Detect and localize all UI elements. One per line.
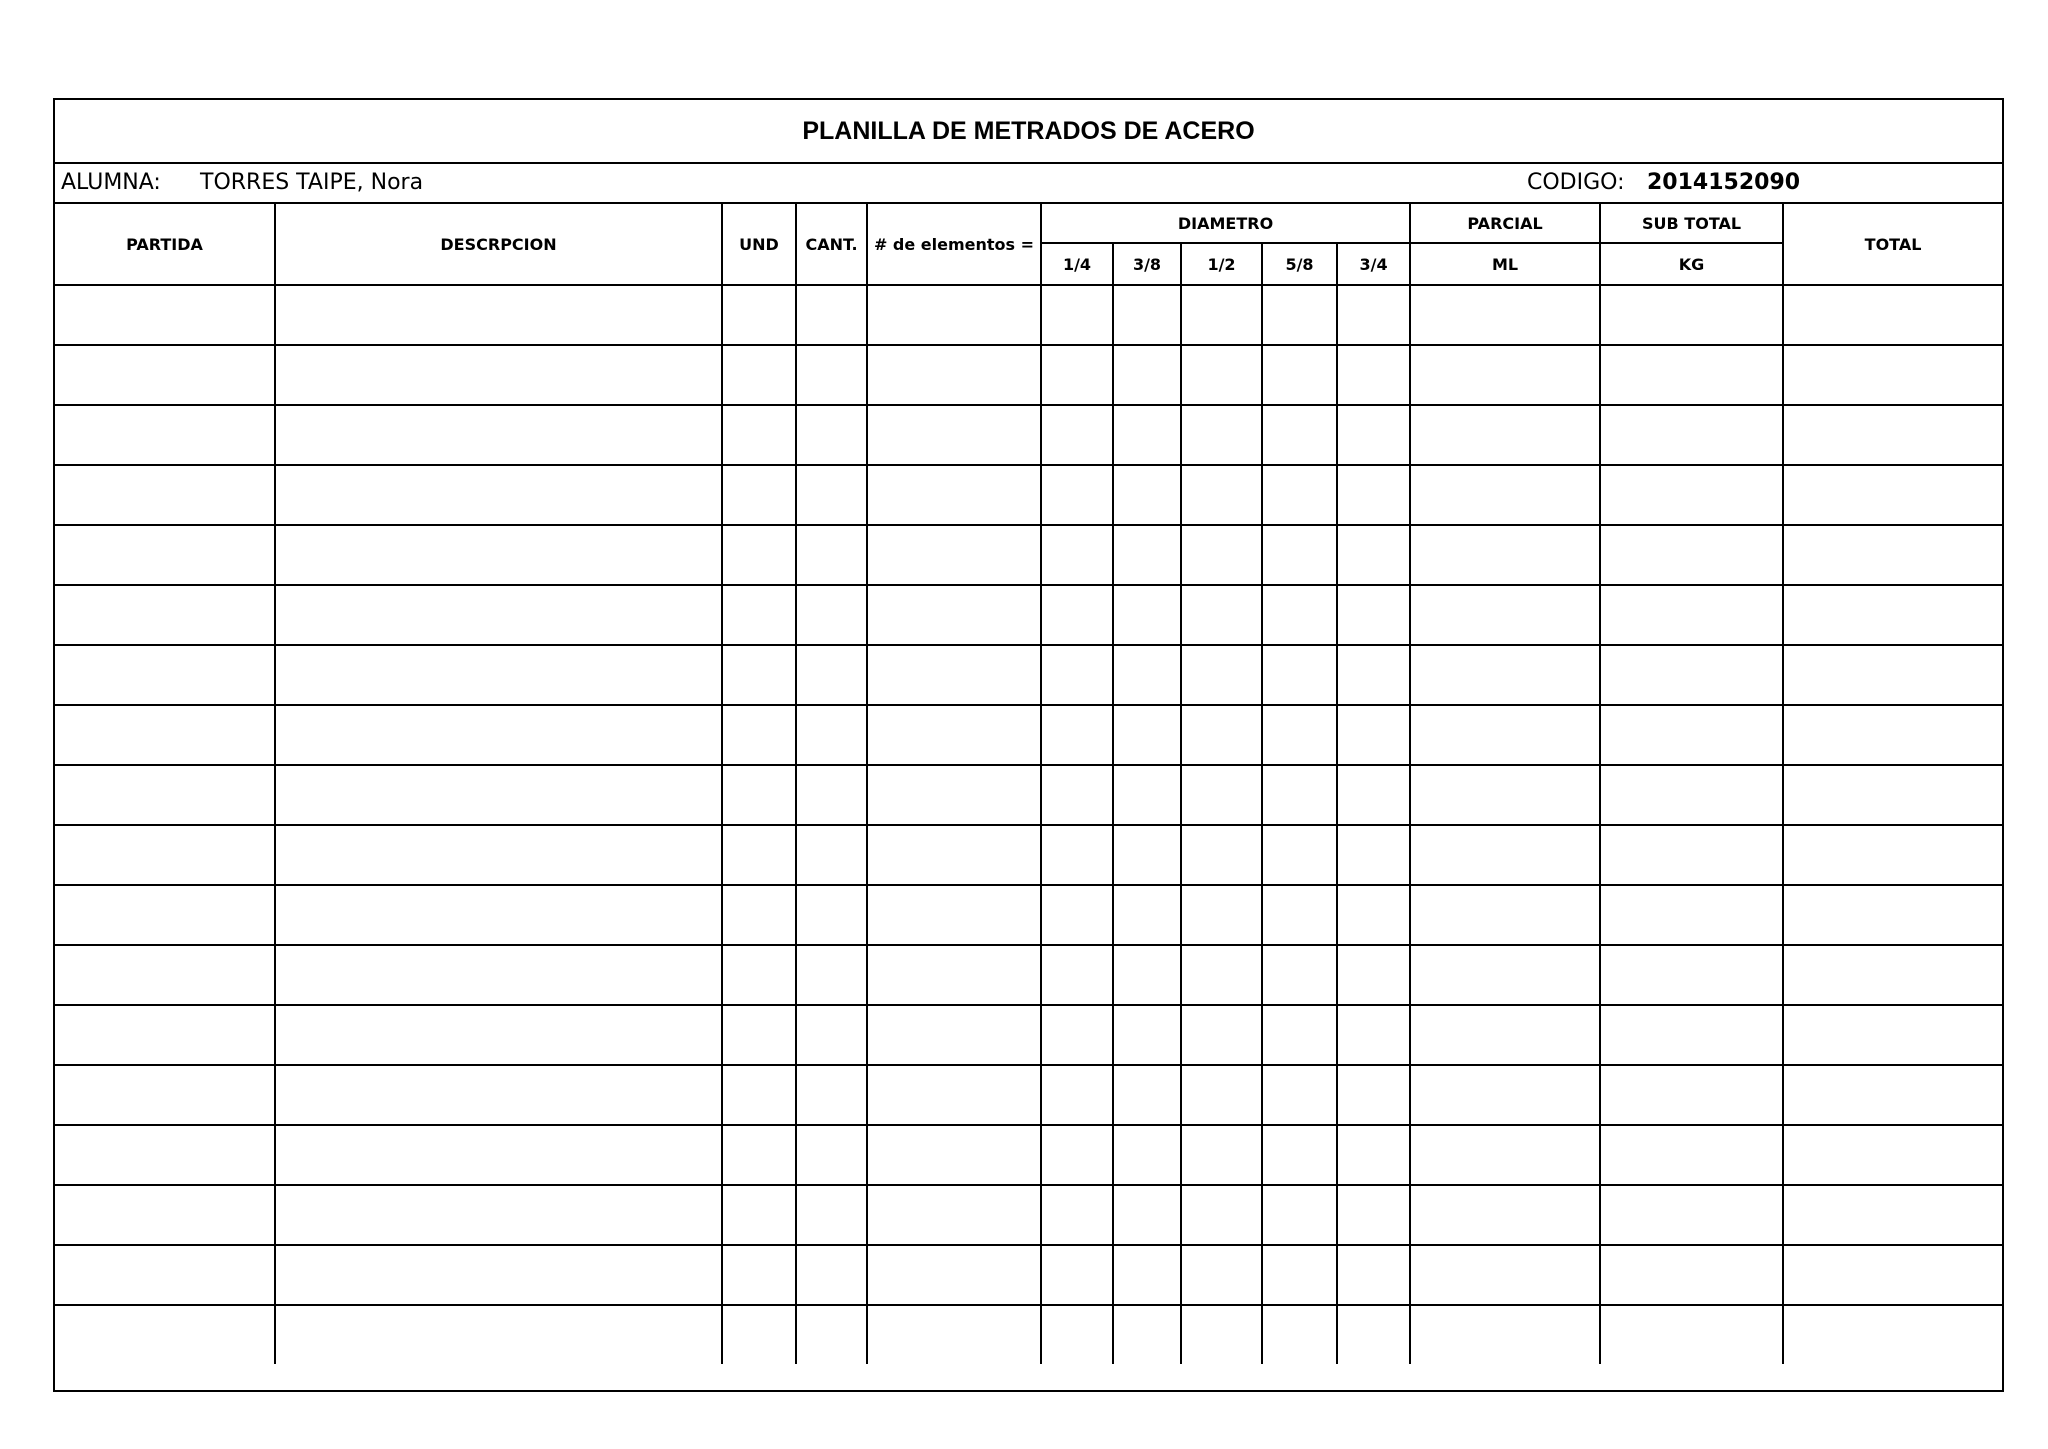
cell-d-5-8[interactable] — [1262, 405, 1337, 465]
cell-d-5-8[interactable] — [1262, 285, 1337, 345]
cell-und[interactable] — [722, 1245, 796, 1305]
cell-descripcion[interactable] — [275, 585, 722, 645]
table-row — [55, 465, 2002, 525]
cell-total[interactable] — [1783, 705, 2002, 765]
cell-total[interactable] — [1783, 645, 2002, 705]
cell-d-1-4[interactable] — [1041, 1305, 1113, 1364]
cell-d-1-4[interactable] — [1041, 585, 1113, 645]
cell-d-5-8[interactable] — [1262, 885, 1337, 945]
cell-d-1-4[interactable] — [1041, 1005, 1113, 1065]
cell-elementos[interactable] — [867, 345, 1041, 405]
cell-elementos[interactable] — [867, 525, 1041, 585]
cell-subtotal[interactable] — [1600, 705, 1783, 765]
cell-und[interactable] — [722, 1065, 796, 1125]
cell-partida[interactable] — [55, 945, 275, 1005]
cell-partida[interactable] — [55, 1065, 275, 1125]
cell-partida[interactable] — [55, 285, 275, 345]
cell-d-3-4[interactable] — [1337, 825, 1410, 885]
cell-subtotal[interactable] — [1600, 405, 1783, 465]
cell-und[interactable] — [722, 585, 796, 645]
cell-d-5-8[interactable] — [1262, 585, 1337, 645]
cell-total[interactable] — [1783, 945, 2002, 1005]
cell-elementos[interactable] — [867, 1125, 1041, 1185]
cell-cant[interactable] — [796, 1125, 867, 1185]
cell-subtotal[interactable] — [1600, 1065, 1783, 1125]
cell-cant[interactable] — [796, 1305, 867, 1364]
sheet-title: PLANILLA DE METRADOS DE ACERO — [802, 116, 1255, 145]
cell-cant[interactable] — [796, 945, 867, 1005]
cell-und[interactable] — [722, 885, 796, 945]
student-label: ALUMNA: — [61, 170, 161, 195]
header-partida: PARTIDA — [55, 204, 275, 285]
cell-parcial[interactable] — [1410, 465, 1600, 525]
cell-cant[interactable] — [796, 285, 867, 345]
cell-total[interactable] — [1783, 1005, 2002, 1065]
cell-total[interactable] — [1783, 525, 2002, 585]
cell-elementos[interactable] — [867, 945, 1041, 1005]
cell-d-3-8[interactable] — [1113, 1305, 1181, 1364]
cell-partida[interactable] — [55, 885, 275, 945]
cell-d-3-8[interactable] — [1113, 1125, 1181, 1185]
cell-und[interactable] — [722, 285, 796, 345]
cell-cant[interactable] — [796, 345, 867, 405]
table-row — [55, 1125, 2002, 1185]
cell-d-3-4[interactable] — [1337, 1305, 1410, 1364]
cell-subtotal[interactable] — [1600, 345, 1783, 405]
cell-total[interactable] — [1783, 405, 2002, 465]
cell-d-5-8[interactable] — [1262, 645, 1337, 705]
cell-parcial[interactable] — [1410, 885, 1600, 945]
cell-d-1-2[interactable] — [1181, 885, 1262, 945]
cell-partida[interactable] — [55, 1305, 275, 1364]
cell-d-1-4[interactable] — [1041, 405, 1113, 465]
table-row — [55, 1245, 2002, 1305]
cell-descripcion[interactable] — [275, 1005, 722, 1065]
cell-cant[interactable] — [796, 885, 867, 945]
cell-descripcion[interactable] — [275, 285, 722, 345]
cell-cant[interactable] — [796, 465, 867, 525]
cell-d-1-2[interactable] — [1181, 825, 1262, 885]
cell-d-3-4[interactable] — [1337, 1005, 1410, 1065]
cell-total[interactable] — [1783, 1245, 2002, 1305]
cell-d-3-8[interactable] — [1113, 825, 1181, 885]
cell-und[interactable] — [722, 1125, 796, 1185]
cell-d-1-4[interactable] — [1041, 1125, 1113, 1185]
cell-cant[interactable] — [796, 525, 867, 585]
cell-d-3-4[interactable] — [1337, 585, 1410, 645]
cell-d-3-4[interactable] — [1337, 765, 1410, 825]
cell-d-3-4[interactable] — [1337, 1245, 1410, 1305]
cell-subtotal[interactable] — [1600, 525, 1783, 585]
cell-und[interactable] — [722, 405, 796, 465]
cell-und[interactable] — [722, 1305, 796, 1364]
cell-descripcion[interactable] — [275, 405, 722, 465]
cell-subtotal[interactable] — [1600, 465, 1783, 525]
cell-descripcion[interactable] — [275, 345, 722, 405]
cell-total[interactable] — [1783, 1305, 2002, 1364]
header-diametro-5-8: 5/8 — [1262, 243, 1337, 285]
table-body — [55, 285, 2002, 1364]
cell-descripcion[interactable] — [275, 945, 722, 1005]
cell-d-1-4[interactable] — [1041, 885, 1113, 945]
cell-parcial[interactable] — [1410, 765, 1600, 825]
cell-d-3-4[interactable] — [1337, 705, 1410, 765]
cell-d-1-4[interactable] — [1041, 345, 1113, 405]
cell-d-3-4[interactable] — [1337, 345, 1410, 405]
cell-d-3-8[interactable] — [1113, 285, 1181, 345]
cell-subtotal[interactable] — [1600, 765, 1783, 825]
table-row — [55, 1185, 2002, 1245]
cell-total[interactable] — [1783, 825, 2002, 885]
cell-partida[interactable] — [55, 405, 275, 465]
cell-d-5-8[interactable] — [1262, 525, 1337, 585]
cell-descripcion[interactable] — [275, 465, 722, 525]
cell-partida[interactable] — [55, 765, 275, 825]
cell-descripcion[interactable] — [275, 1245, 722, 1305]
cell-und[interactable] — [722, 345, 796, 405]
cell-d-1-4[interactable] — [1041, 1185, 1113, 1245]
cell-elementos[interactable] — [867, 1005, 1041, 1065]
student-info-row — [55, 164, 2002, 204]
cell-und[interactable] — [722, 765, 796, 825]
cell-elementos[interactable] — [867, 465, 1041, 525]
table-row — [55, 645, 2002, 705]
cell-cant[interactable] — [796, 765, 867, 825]
cell-d-3-4[interactable] — [1337, 405, 1410, 465]
cell-partida[interactable] — [55, 345, 275, 405]
table-row — [55, 765, 2002, 825]
cell-descripcion[interactable] — [275, 645, 722, 705]
table-row — [55, 945, 2002, 1005]
cell-elementos[interactable] — [867, 765, 1041, 825]
cell-und[interactable] — [722, 645, 796, 705]
cell-d-1-4[interactable] — [1041, 1065, 1113, 1125]
cell-und[interactable] — [722, 705, 796, 765]
cell-partida[interactable] — [55, 525, 275, 585]
cell-und[interactable] — [722, 465, 796, 525]
cell-parcial[interactable] — [1410, 825, 1600, 885]
cell-d-1-2[interactable] — [1181, 405, 1262, 465]
cell-descripcion[interactable] — [275, 1305, 722, 1364]
cell-subtotal[interactable] — [1600, 825, 1783, 885]
cell-d-1-2[interactable] — [1181, 465, 1262, 525]
cell-und[interactable] — [722, 945, 796, 1005]
cell-d-1-2[interactable] — [1181, 705, 1262, 765]
cell-subtotal[interactable] — [1600, 645, 1783, 705]
cell-cant[interactable] — [796, 1005, 867, 1065]
code-value: 2014152090 — [1647, 170, 1801, 195]
cell-d-5-8[interactable] — [1262, 345, 1337, 405]
header-total: TOTAL — [1783, 204, 2002, 285]
cell-d-1-4[interactable] — [1041, 705, 1113, 765]
code-label: CODIGO: — [1527, 170, 1625, 195]
cell-d-3-4[interactable] — [1337, 465, 1410, 525]
cell-parcial[interactable] — [1410, 1305, 1600, 1364]
cell-elementos[interactable] — [867, 405, 1041, 465]
cell-cant[interactable] — [796, 1185, 867, 1245]
cell-und[interactable] — [722, 1185, 796, 1245]
cell-d-5-8[interactable] — [1262, 465, 1337, 525]
cell-parcial[interactable] — [1410, 1185, 1600, 1245]
cell-d-1-4[interactable] — [1041, 1245, 1113, 1305]
cell-d-5-8[interactable] — [1262, 945, 1337, 1005]
cell-descripcion[interactable] — [275, 705, 722, 765]
cell-d-1-4[interactable] — [1041, 285, 1113, 345]
cell-d-1-2[interactable] — [1181, 1185, 1262, 1245]
cell-d-1-2[interactable] — [1181, 525, 1262, 585]
cell-und[interactable] — [722, 525, 796, 585]
cell-descripcion[interactable] — [275, 825, 722, 885]
cell-subtotal[interactable] — [1600, 1305, 1783, 1364]
cell-d-3-4[interactable] — [1337, 885, 1410, 945]
cell-d-5-8[interactable] — [1262, 1065, 1337, 1125]
cell-d-1-2[interactable] — [1181, 285, 1262, 345]
cell-descripcion[interactable] — [275, 885, 722, 945]
cell-elementos[interactable] — [867, 885, 1041, 945]
cell-cant[interactable] — [796, 645, 867, 705]
cell-d-1-2[interactable] — [1181, 645, 1262, 705]
cell-d-3-8[interactable] — [1113, 405, 1181, 465]
cell-elementos[interactable] — [867, 645, 1041, 705]
cell-parcial[interactable] — [1410, 285, 1600, 345]
cell-d-1-2[interactable] — [1181, 945, 1262, 1005]
table-row — [55, 585, 2002, 645]
header-und: UND — [722, 204, 796, 285]
cell-d-5-8[interactable] — [1262, 1125, 1337, 1185]
student-name: TORRES TAIPE, Nora — [200, 170, 424, 195]
header-parcial-unit: ML — [1410, 243, 1600, 285]
cell-d-1-2[interactable] — [1181, 1125, 1262, 1185]
cell-d-3-8[interactable] — [1113, 945, 1181, 1005]
cell-cant[interactable] — [796, 705, 867, 765]
cell-elementos[interactable] — [867, 1305, 1041, 1364]
cell-partida[interactable] — [55, 1185, 275, 1245]
cell-d-1-2[interactable] — [1181, 1305, 1262, 1364]
cell-total[interactable] — [1783, 345, 2002, 405]
cell-d-1-2[interactable] — [1181, 345, 1262, 405]
cell-partida[interactable] — [55, 1005, 275, 1065]
cell-d-3-4[interactable] — [1337, 285, 1410, 345]
cell-parcial[interactable] — [1410, 1065, 1600, 1125]
cell-cant[interactable] — [796, 1245, 867, 1305]
cell-total[interactable] — [1783, 585, 2002, 645]
cell-d-3-8[interactable] — [1113, 525, 1181, 585]
cell-d-5-8[interactable] — [1262, 1245, 1337, 1305]
cell-total[interactable] — [1783, 885, 2002, 945]
cell-d-1-2[interactable] — [1181, 1005, 1262, 1065]
cell-cant[interactable] — [796, 405, 867, 465]
header-elementos: # de elementos = — [867, 204, 1041, 285]
table-row — [55, 705, 2002, 765]
cell-d-3-8[interactable] — [1113, 1065, 1181, 1125]
cell-d-5-8[interactable] — [1262, 1305, 1337, 1364]
cell-d-3-4[interactable] — [1337, 1185, 1410, 1245]
header-diametro-1-2: 1/2 — [1181, 243, 1262, 285]
cell-d-3-8[interactable] — [1113, 705, 1181, 765]
cell-parcial[interactable] — [1410, 345, 1600, 405]
steel-takeoff-sheet — [53, 98, 2004, 1392]
table-row — [55, 405, 2002, 465]
header-cant: CANT. — [796, 204, 867, 285]
cell-d-1-2[interactable] — [1181, 765, 1262, 825]
cell-parcial[interactable] — [1410, 405, 1600, 465]
cell-elementos[interactable] — [867, 585, 1041, 645]
cell-d-3-8[interactable] — [1113, 765, 1181, 825]
cell-descripcion[interactable] — [275, 1185, 722, 1245]
table-row — [55, 345, 2002, 405]
cell-elementos[interactable] — [867, 825, 1041, 885]
header-diametro-1-4: 1/4 — [1041, 243, 1113, 285]
table-row — [55, 885, 2002, 945]
cell-total[interactable] — [1783, 285, 2002, 345]
cell-d-5-8[interactable] — [1262, 825, 1337, 885]
cell-subtotal[interactable] — [1600, 285, 1783, 345]
header-parcial: PARCIAL — [1410, 204, 1600, 243]
cell-und[interactable] — [722, 1005, 796, 1065]
cell-parcial[interactable] — [1410, 1245, 1600, 1305]
title-row — [55, 100, 2002, 164]
cell-d-3-8[interactable] — [1113, 1245, 1181, 1305]
cell-subtotal[interactable] — [1600, 1005, 1783, 1065]
table-row — [55, 525, 2002, 585]
cell-partida[interactable] — [55, 465, 275, 525]
cell-d-5-8[interactable] — [1262, 1185, 1337, 1245]
cell-d-3-4[interactable] — [1337, 525, 1410, 585]
cell-d-3-8[interactable] — [1113, 345, 1181, 405]
cell-d-1-2[interactable] — [1181, 1065, 1262, 1125]
cell-parcial[interactable] — [1410, 1125, 1600, 1185]
cell-partida[interactable] — [55, 585, 275, 645]
cell-parcial[interactable] — [1410, 1005, 1600, 1065]
header-descripcion: DESCRPCION — [275, 204, 722, 285]
cell-elementos[interactable] — [867, 1245, 1041, 1305]
cell-d-1-4[interactable] — [1041, 945, 1113, 1005]
header-subtotal-unit: KG — [1600, 243, 1783, 285]
cell-subtotal[interactable] — [1600, 1245, 1783, 1305]
cell-d-5-8[interactable] — [1262, 1005, 1337, 1065]
cell-elementos[interactable] — [867, 1065, 1041, 1125]
header-diametro: DIAMETRO — [1041, 204, 1410, 243]
header-subtotal: SUB TOTAL — [1600, 204, 1783, 243]
cell-d-3-8[interactable] — [1113, 465, 1181, 525]
table-row — [55, 285, 2002, 345]
cell-d-1-2[interactable] — [1181, 585, 1262, 645]
cell-parcial[interactable] — [1410, 525, 1600, 585]
cell-parcial[interactable] — [1410, 645, 1600, 705]
cell-d-1-4[interactable] — [1041, 525, 1113, 585]
cell-d-3-8[interactable] — [1113, 645, 1181, 705]
cell-und[interactable] — [722, 825, 796, 885]
cell-d-1-4[interactable] — [1041, 645, 1113, 705]
cell-partida[interactable] — [55, 825, 275, 885]
cell-d-1-4[interactable] — [1041, 765, 1113, 825]
cell-cant[interactable] — [796, 585, 867, 645]
cell-descripcion[interactable] — [275, 525, 722, 585]
cell-subtotal[interactable] — [1600, 1185, 1783, 1245]
cell-d-3-4[interactable] — [1337, 1125, 1410, 1185]
cell-parcial[interactable] — [1410, 585, 1600, 645]
cell-total[interactable] — [1783, 1065, 2002, 1125]
cell-d-5-8[interactable] — [1262, 705, 1337, 765]
table-row — [55, 1065, 2002, 1125]
cell-cant[interactable] — [796, 825, 867, 885]
table-row — [55, 1305, 2002, 1364]
cell-d-1-4[interactable] — [1041, 465, 1113, 525]
cell-subtotal[interactable] — [1600, 1125, 1783, 1185]
cell-descripcion[interactable] — [275, 1125, 722, 1185]
cell-total[interactable] — [1783, 1125, 2002, 1185]
cell-parcial[interactable] — [1410, 945, 1600, 1005]
header-diametro-3-4: 3/4 — [1337, 243, 1410, 285]
cell-total[interactable] — [1783, 1185, 2002, 1245]
cell-elementos[interactable] — [867, 285, 1041, 345]
cell-d-3-8[interactable] — [1113, 1005, 1181, 1065]
cell-d-3-8[interactable] — [1113, 1185, 1181, 1245]
cell-total[interactable] — [1783, 465, 2002, 525]
cell-elementos[interactable] — [867, 705, 1041, 765]
cell-partida[interactable] — [55, 1125, 275, 1185]
cell-subtotal[interactable] — [1600, 585, 1783, 645]
header-row-1 — [55, 204, 2002, 243]
cell-elementos[interactable] — [867, 1185, 1041, 1245]
cell-d-3-4[interactable] — [1337, 1065, 1410, 1125]
cell-d-1-4[interactable] — [1041, 825, 1113, 885]
table-row — [55, 1005, 2002, 1065]
table-row — [55, 825, 2002, 885]
cell-cant[interactable] — [796, 1065, 867, 1125]
cell-d-3-8[interactable] — [1113, 885, 1181, 945]
takeoff-table — [55, 204, 2002, 1364]
cell-subtotal[interactable] — [1600, 945, 1783, 1005]
cell-d-1-2[interactable] — [1181, 1245, 1262, 1305]
cell-partida[interactable] — [55, 1245, 275, 1305]
cell-d-5-8[interactable] — [1262, 765, 1337, 825]
cell-descripcion[interactable] — [275, 1065, 722, 1125]
cell-d-3-4[interactable] — [1337, 645, 1410, 705]
cell-partida[interactable] — [55, 645, 275, 705]
cell-parcial[interactable] — [1410, 705, 1600, 765]
cell-partida[interactable] — [55, 705, 275, 765]
cell-descripcion[interactable] — [275, 765, 722, 825]
cell-total[interactable] — [1783, 765, 2002, 825]
cell-d-3-8[interactable] — [1113, 585, 1181, 645]
cell-d-3-4[interactable] — [1337, 945, 1410, 1005]
header-diametro-3-8: 3/8 — [1113, 243, 1181, 285]
cell-subtotal[interactable] — [1600, 885, 1783, 945]
